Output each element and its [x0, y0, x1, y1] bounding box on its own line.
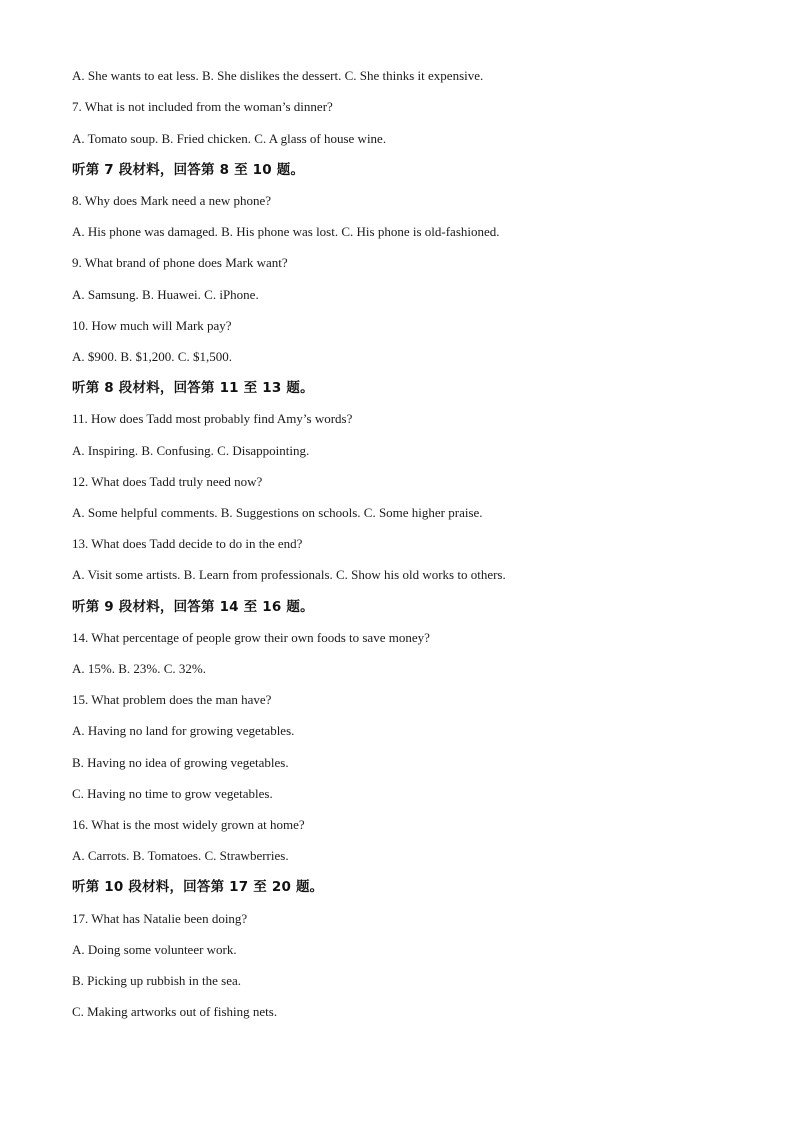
section-heading-10: 听第 10 段材料，回答第 17 至 20 题。 [72, 879, 324, 895]
answer-option-q17-a: A. Doing some volunteer work. [72, 942, 237, 957]
answer-options-q11: A. Inspiring. B. Confusing. C. Disappointing. [72, 443, 310, 458]
question-12: 12. What does Tadd truly need now? [72, 474, 263, 489]
question-17: 17. What has Natalie been doing? [72, 911, 248, 926]
answer-options-q13: A. Visit some artists. B. Learn from professionals. C. Show his old works to others. [72, 567, 506, 582]
answer-option-q15-c: C. Having no time to grow vegetables. [72, 786, 273, 801]
answer-option-q15-a: A. Having no land for growing vegetables. [72, 723, 295, 738]
question-14: 14. What percentage of people grow their own foods to save money? [72, 630, 430, 645]
answer-options-q7: A. Tomato soup. B. Fried chicken. C. A glass of house wine. [72, 131, 387, 146]
section-heading-7: 听第 7 段材料，回答第 8 至 10 题。 [72, 162, 305, 178]
answer-options-q16: A. Carrots. B. Tomatoes. C. Strawberries. [72, 848, 289, 863]
answer-options-q14: A. 15%. B. 23%. C. 32%. [72, 661, 206, 676]
question-7: 7. What is not included from the woman’s dinner? [72, 99, 333, 114]
answer-option-q15-b: B. Having no idea of growing vegetables. [72, 755, 289, 770]
answer-options-q6: A. She wants to eat less. B. She dislikes the dessert. C. She thinks it expensive. [72, 68, 484, 83]
question-9: 9. What brand of phone does Mark want? [72, 255, 288, 270]
answer-options-q10: A. $900. B. $1,200. C. $1,500. [72, 349, 232, 364]
question-8: 8. Why does Mark need a new phone? [72, 193, 272, 208]
question-10: 10. How much will Mark pay? [72, 318, 232, 333]
question-16: 16. What is the most widely grown at home? [72, 817, 305, 832]
answer-options-q12: A. Some helpful comments. B. Suggestions on schools. C. Some higher praise. [72, 505, 483, 520]
section-heading-8: 听第 8 段材料，回答第 11 至 13 题。 [72, 380, 314, 396]
answer-option-q17-b: B. Picking up rubbish in the sea. [72, 973, 241, 988]
question-13: 13. What does Tadd decide to do in the end? [72, 536, 303, 551]
answer-options-q8: A. His phone was damaged. B. His phone was lost. C. His phone is old-fashioned. [72, 224, 500, 239]
section-heading-9: 听第 9 段材料，回答第 14 至 16 题。 [72, 599, 314, 615]
answer-option-q17-c: C. Making artworks out of fishing nets. [72, 1004, 278, 1019]
answer-options-q9: A. Samsung. B. Huawei. C. iPhone. [72, 287, 259, 302]
question-11: 11. How does Tadd most probably find Amy’s words? [72, 411, 353, 426]
question-15: 15. What problem does the man have? [72, 692, 272, 707]
